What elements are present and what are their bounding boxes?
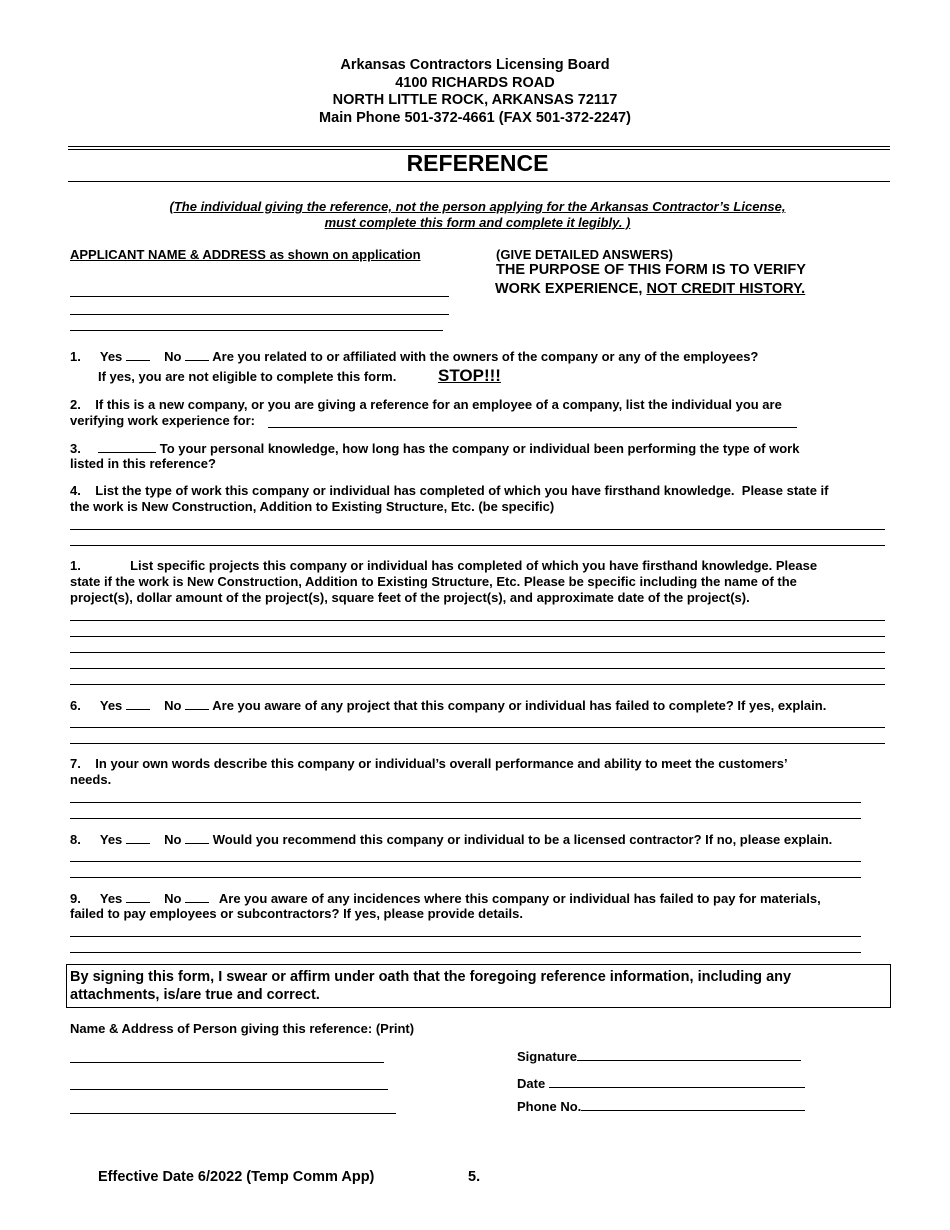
q5-line-3: project(s), dollar amount of the project(s), square feet of the project(s), and approximate date of the project(s). [70, 590, 750, 605]
signer-name-line-1[interactable] [70, 1062, 384, 1063]
q5-answer-line-3[interactable] [70, 652, 885, 653]
q9-number: 9. [70, 891, 81, 906]
q4-line-2: the work is New Construction, Addition to Existing Structure, Etc. (be specific) [70, 499, 555, 514]
signature-field [517, 1048, 801, 1065]
q6-answer-line-2[interactable] [70, 743, 885, 744]
board-address-city: NORTH LITTLE ROCK, ARKANSAS 72117 [332, 92, 618, 108]
purpose-line-2 [495, 281, 805, 297]
q8-yes-blank[interactable] [126, 831, 150, 844]
q1-no-label: No [164, 349, 182, 364]
q9-no-label: No [164, 891, 182, 906]
q1-sub: If yes, you are not eligible to complete this form. [98, 369, 397, 384]
q5-number: 1. [70, 558, 81, 573]
signer-name-line-2[interactable] [70, 1089, 388, 1090]
signature-line[interactable] [577, 1048, 801, 1061]
q3-number: 3. [70, 441, 81, 456]
q5-answer-line-2[interactable] [70, 636, 885, 637]
instructions-line-1: (The individual giving the reference, not the person applying for the Arkansas Contractor’s License, [169, 199, 786, 214]
question-2: 2. If this is a new company, or you are giving a reference for an employee of a company, list the individual you are [70, 397, 782, 412]
q2-answer-line[interactable] [268, 427, 797, 428]
purpose-line-1: THE PURPOSE OF THIS FORM IS TO VERIFY [496, 262, 806, 278]
purpose-not-credit: NOT CREDIT HISTORY. [646, 281, 806, 297]
q3-line-2: listed in this reference? [70, 456, 216, 471]
page-number: 5. [468, 1169, 481, 1185]
q1-yes-blank[interactable] [126, 348, 150, 361]
title-rule [68, 181, 890, 182]
q5-answer-line-4[interactable] [70, 668, 885, 669]
instructions-line-2: must complete this form and complete it legibly. ) [324, 215, 631, 230]
q5-line-2: state if the work is New Construction, Addition to Existing Structure, Etc. Please be specific including the name of the [70, 574, 797, 589]
question-3 [70, 440, 799, 457]
q8-no-label: No [164, 832, 182, 847]
phone-label: Phone No. [517, 1099, 582, 1114]
give-detailed-answers: (GIVE DETAILED ANSWERS) [496, 247, 673, 262]
q4-answer-line-2[interactable] [70, 545, 885, 546]
date-field [517, 1075, 805, 1092]
board-phone: Main Phone 501-372-4661 (FAX 501-372-2247) [319, 110, 631, 126]
applicant-line-1[interactable] [70, 296, 449, 297]
q9-answer-line-1[interactable] [70, 936, 861, 937]
q3-text: To your personal knowledge, how long has the company or individual been performing the type of work [159, 441, 800, 456]
signer-name-line-3[interactable] [70, 1113, 396, 1114]
q6-text: Are you aware of any project that this company or individual has failed to complete? If yes, explain. [212, 698, 827, 713]
date-line[interactable] [549, 1075, 805, 1088]
purpose-work-experience: WORK EXPERIENCE, [495, 281, 647, 297]
q8-no-blank[interactable] [185, 831, 209, 844]
phone-field [517, 1098, 805, 1115]
q5-text: List specific projects this company or individual has completed of which you have firsthand knowledge. Please [130, 558, 818, 573]
phone-line[interactable] [581, 1098, 805, 1111]
board-name: Arkansas Contractors Licensing Board [340, 57, 610, 73]
date-label: Date [517, 1076, 546, 1091]
q8-answer-line-2[interactable] [70, 877, 861, 878]
question-8 [70, 831, 832, 848]
q2-line-2: verifying work experience for: [70, 413, 255, 428]
q9-yes-label: Yes [99, 891, 123, 906]
applicant-line-3[interactable] [70, 330, 443, 331]
question-1 [70, 348, 758, 365]
q1-yes-label: Yes [99, 349, 123, 364]
q6-number: 6. [70, 698, 81, 713]
oath-line-2: attachments, is/are true and correct. [70, 987, 320, 1003]
question-9 [70, 890, 821, 907]
signature-label: Signature [517, 1049, 577, 1064]
page-title: REFERENCE [406, 150, 549, 176]
q6-yes-label: Yes [99, 698, 123, 713]
signer-name-label: Name & Address of Person giving this reference: (Print) [70, 1021, 415, 1036]
effective-date: Effective Date 6/2022 (Temp Comm App) [98, 1169, 375, 1185]
question-4: 4. List the type of work this company or individual has completed of which you have firsthand knowledge. Please state if [70, 483, 829, 498]
applicant-line-2[interactable] [70, 314, 449, 315]
q7-answer-line-2[interactable] [70, 818, 861, 819]
q9-no-blank[interactable] [185, 890, 209, 903]
q8-answer-line-1[interactable] [70, 861, 861, 862]
q8-yes-label: Yes [99, 832, 123, 847]
q1-no-blank[interactable] [185, 348, 209, 361]
q7-line-2: needs. [70, 772, 112, 787]
q1-text: Are you related to or affiliated with the owners of the company or any of the employees? [212, 349, 759, 364]
q8-text: Would you recommend this company or individual to be a licensed contractor? If no, please explain. [212, 832, 833, 847]
q1-stop: STOP!!! [438, 366, 501, 385]
q6-yes-blank[interactable] [126, 697, 150, 710]
q6-answer-line-1[interactable] [70, 727, 885, 728]
q9-text: Are you aware of any incidences where this company or individual has failed to pay for materials, [218, 891, 821, 906]
applicant-label: APPLICANT NAME & ADDRESS as shown on application [70, 247, 421, 262]
q5-answer-line-5[interactable] [70, 684, 885, 685]
question-5 [70, 558, 817, 574]
q4-answer-line-1[interactable] [70, 529, 885, 530]
q8-number: 8. [70, 832, 81, 847]
question-6 [70, 697, 826, 714]
q6-no-blank[interactable] [185, 697, 209, 710]
q9-yes-blank[interactable] [126, 890, 150, 903]
oath-line-1: By signing this form, I swear or affirm under oath that the foregoing reference information, including any [70, 969, 792, 985]
q3-answer-blank[interactable] [98, 440, 156, 453]
q5-answer-line-1[interactable] [70, 620, 885, 621]
board-address-street: 4100 RICHARDS ROAD [395, 75, 555, 91]
q7-answer-line-1[interactable] [70, 802, 861, 803]
q6-no-label: No [164, 698, 182, 713]
q9-answer-line-2[interactable] [70, 952, 861, 953]
top-rule [68, 146, 890, 147]
q1-number: 1. [70, 349, 81, 364]
q9-line-2: failed to pay employees or subcontractors? If yes, please provide details. [70, 906, 523, 921]
question-7: 7. In your own words describe this company or individual’s overall performance and ability to meet the customers’ [70, 756, 788, 771]
